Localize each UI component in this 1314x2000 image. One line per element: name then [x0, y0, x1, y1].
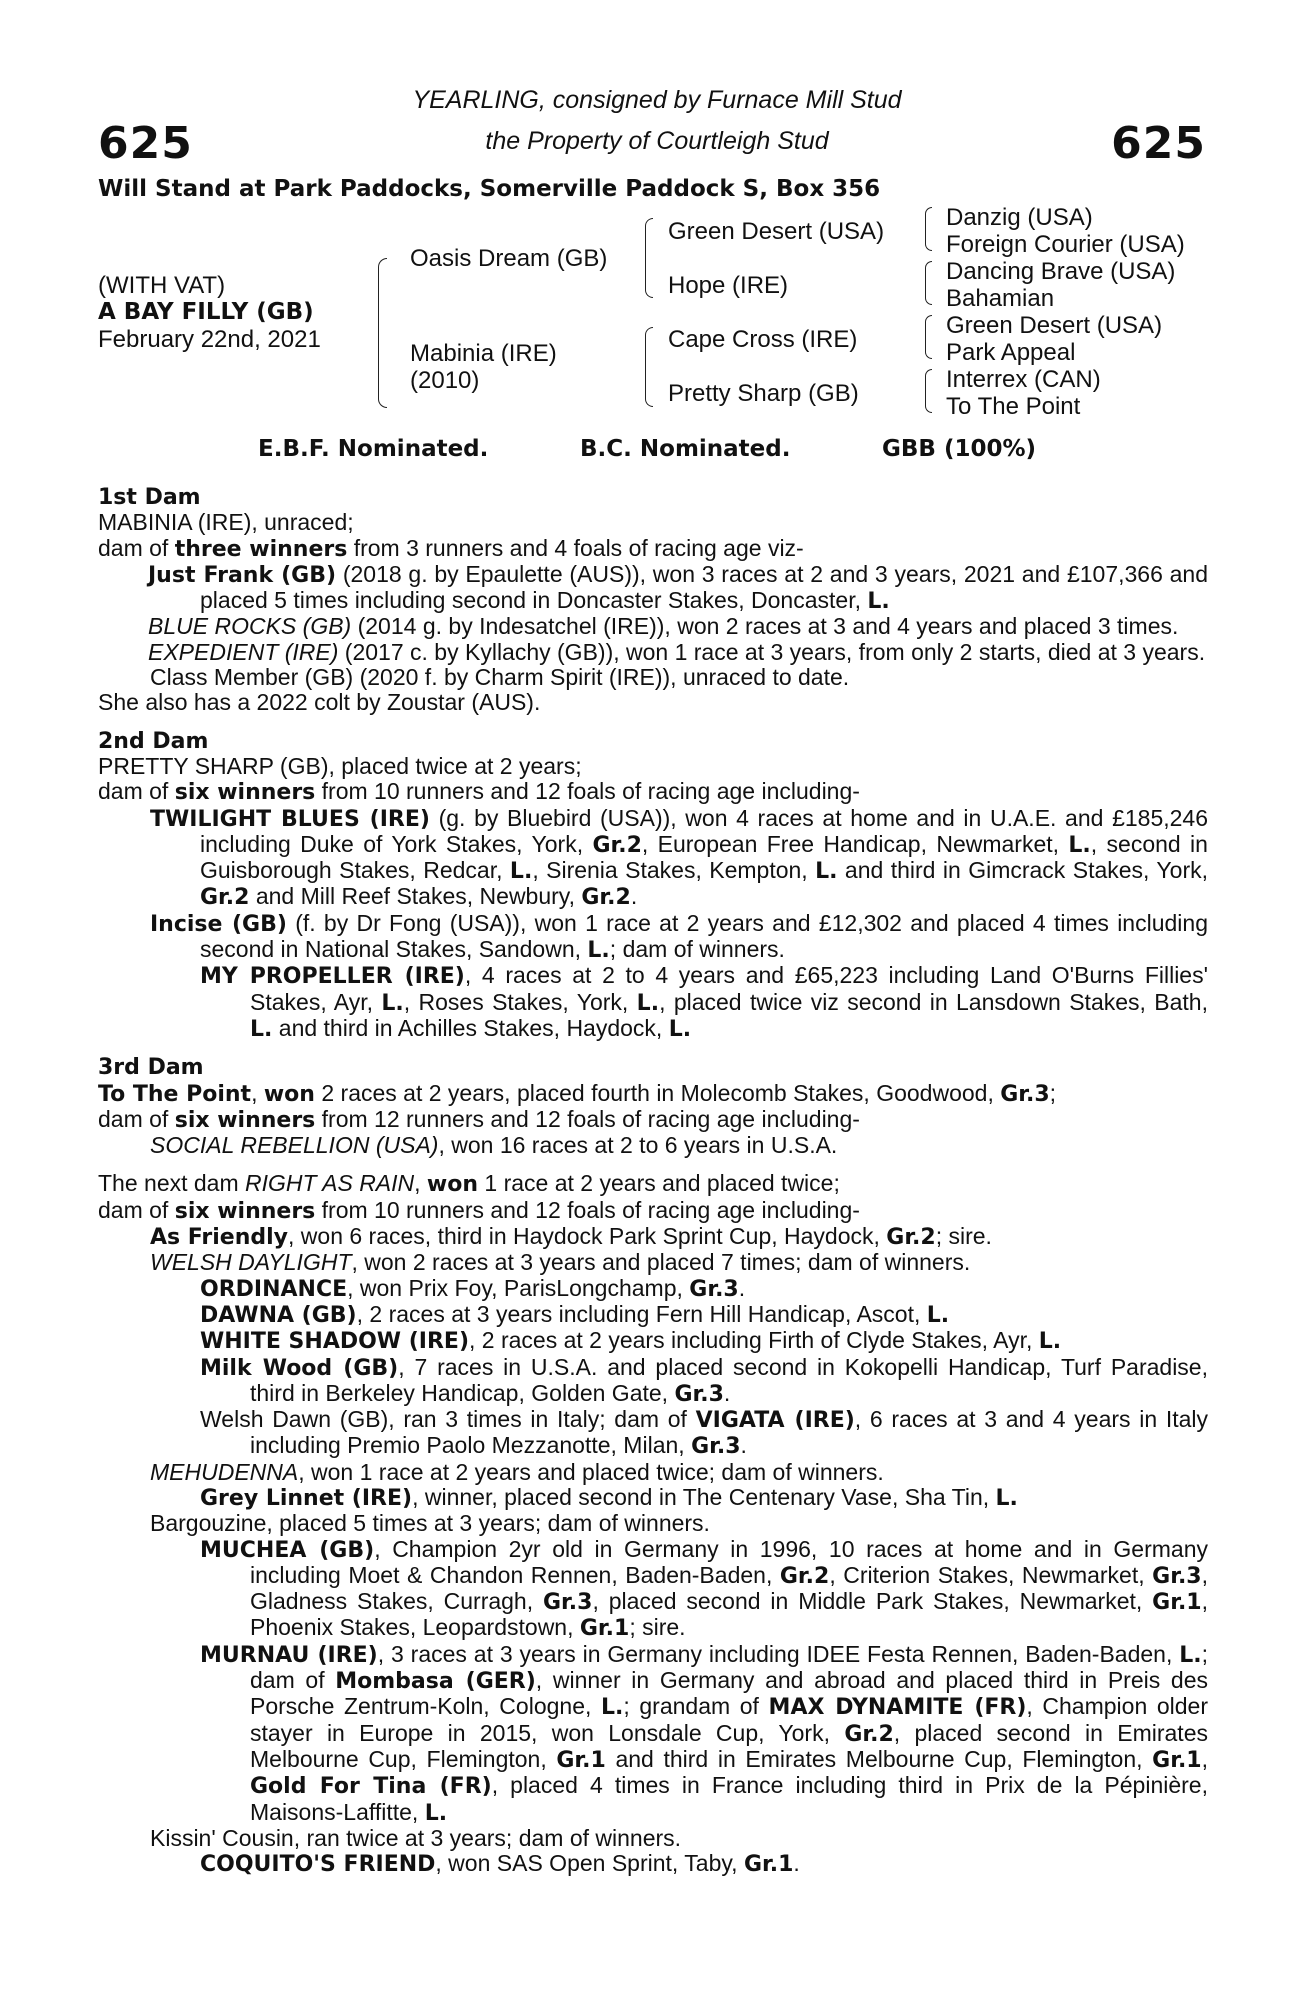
second-dam-heading: 2nd Dam: [98, 728, 209, 754]
stand-location: Will Stand at Park Paddocks, Somerville Paddock S, Box 356: [98, 176, 881, 202]
dam-year: (2010): [410, 367, 480, 394]
dam-dam: Pretty Sharp (GB): [668, 380, 859, 407]
produce-entry: Welsh Dawn (GB), ran 3 times in Italy; dam of VIGATA (IRE), 6 races at 3 and 4 years in Italy including Premio Paolo Mezzanotte, Milan, Gr.3.: [200, 1406, 1209, 1460]
dam: Mabinia (IRE): [410, 340, 557, 367]
produce-entry: COQUITO'S FRIEND, won SAS Open Sprint, Taby, Gr.1.: [200, 1850, 800, 1878]
produce-entry: ORDINANCE, won Prix Foy, ParisLongchamp, Gr.3.: [200, 1274, 746, 1302]
second-dam-entry: PRETTY SHARP (GB), placed twice at 2 years;: [98, 752, 582, 779]
produce-entry: Milk Wood (GB), 7 races in U.S.A. and placed second in Kokopelli Handicap, Turf Paradise, third in Berkeley Handicap, Golden Gate, Gr.3.: [200, 1353, 1208, 1407]
produce-entry: MEHUDENNA, won 1 race at 2 years and placed twice; dam of winners.: [150, 1458, 884, 1485]
bracket-sd: [925, 261, 932, 305]
ebf-nomination: E.B.F. Nominated.: [258, 436, 489, 462]
pedigree-bracket-sire: [645, 218, 653, 298]
vat-note: (WITH VAT): [98, 272, 226, 299]
produce-entry: MURNAU (IRE), 3 races at 3 years in Germany including IDEE Festa Rennen, Baden-Baden, L.; dam of Mombasa (GER), winner in Germany and abroad and placed third in Preis des Porsche Zentrum-Koln, Cologne, L.; grandam of MAX DYNAMITE (FR), Champion older stayer in Europe in 2015, won Lonsdale Cup, York, Gr.2, placed second in Emirates Melbourne Cup, Flemington, Gr.1 and third in Emirates Melbourne Cup, Flemington, Gr.1, Gold For Tina (FR), placed 4 times in France including third in Prix de la Pépinière, Maisons-Laffitte, L.: [200, 1640, 1208, 1826]
bracket-ds: [925, 315, 932, 359]
property-line: the Property of Courtleigh Stud: [485, 127, 829, 155]
sire: Oasis Dream (GB): [410, 245, 608, 272]
dam-sire: Cape Cross (IRE): [668, 326, 858, 353]
lot-number-right: 625: [1111, 118, 1206, 169]
sire-sire-dam: Foreign Courier (USA): [946, 231, 1185, 258]
lot-number-left: 625: [98, 118, 193, 169]
next-dam-summary: dam of six winners from 10 runners and 12 foals of racing age including-: [98, 1196, 860, 1224]
produce-entry: WHITE SHADOW (IRE), 2 races at 2 years including Firth of Clyde Stakes, Ayr, L.: [200, 1327, 1062, 1355]
first-dam-entry: MABINIA (IRE), unraced;: [98, 509, 354, 536]
second-dam-summary: dam of six winners from 10 runners and 12 foals of racing age including-: [98, 778, 860, 806]
produce-entry: Bargouzine, placed 5 times at 3 years; dam of winners.: [150, 1510, 710, 1537]
bc-nomination: B.C. Nominated.: [580, 436, 791, 462]
gbb-rating: GBB (100%): [882, 436, 1037, 462]
first-dam-summary: dam of three winners from 3 runners and 4 foals of racing age viz-: [98, 534, 804, 562]
consignor-line: YEARLING, consigned by Furnace Mill Stud: [412, 86, 902, 114]
third-dam-entry: To The Point, won 2 races at 2 years, placed fourth in Molecomb Stakes, Goodwood, Gr.3;: [98, 1079, 1057, 1107]
produce-entry: Just Frank (GB) (2018 g. by Epaulette (AUS)), won 3 races at 2 and 3 years, 2021 and £107,366 and placed 5 times including second in Doncaster Stakes, Doncaster, L.: [148, 560, 1209, 615]
produce-entry: EXPEDIENT (IRE) (2017 c. by Kyllachy (GB)), won 1 race at 3 years, from only 2 starts, died at 3 years.: [148, 638, 1206, 665]
dam-sire-sire: Green Desert (USA): [946, 312, 1163, 339]
produce-note: She also has a 2022 colt by Zoustar (AUS).: [98, 689, 541, 716]
foaling-date: February 22nd, 2021: [98, 326, 321, 353]
third-dam-heading: 3rd Dam: [98, 1055, 204, 1081]
horse-name: A BAY FILLY (GB): [98, 299, 314, 325]
produce-entry: Class Member (GB) (2020 f. by Charm Spirit (IRE)), unraced to date.: [150, 664, 850, 691]
produce-entry: Kissin' Cousin, ran twice at 3 years; dam of winners.: [150, 1824, 682, 1851]
produce-entry: DAWNA (GB), 2 races at 3 years including Fern Hill Handicap, Ascot, L.: [200, 1300, 950, 1328]
pedigree-bracket-dam: [645, 327, 653, 407]
produce-entry: Incise (GB) (f. by Dr Fong (USA)), won 1 race at 2 years and £12,302 and placed 4 times including second in National Stakes, Sandown, L.; dam of winners.: [150, 909, 1208, 964]
sire-dam-sire: Dancing Brave (USA): [946, 258, 1176, 285]
produce-entry: TWILIGHT BLUES (IRE) (g. by Bluebird (USA)), won 4 races at home and in U.A.E. and £185,246 including Duke of York Stakes, York, Gr.2, European Free Handicap, Newmarket, L., second in Guisborough Stakes, Redcar, L., Sirenia Stakes, Kempton, L. and third in Gimcrack Stakes, York, Gr.2 and Mill Reef Stakes, Newbury, Gr.2.: [150, 804, 1209, 911]
sire-dam-dam: Bahamian: [946, 285, 1055, 312]
sire-sire-sire: Danzig (USA): [946, 204, 1093, 231]
bracket-dd: [925, 369, 932, 413]
third-dam-summary: dam of six winners from 12 runners and 12 foals of racing age including-: [98, 1105, 860, 1133]
dam-dam-sire: Interrex (CAN): [946, 366, 1101, 393]
produce-entry: SOCIAL REBELLION (USA), won 16 races at 2 to 6 years in U.S.A.: [150, 1132, 838, 1159]
produce-entry: As Friendly, won 6 races, third in Haydock Park Sprint Cup, Haydock, Gr.2; sire.: [150, 1223, 992, 1251]
next-dam-entry: The next dam RIGHT AS RAIN, won 1 race at 2 years and placed twice;: [98, 1170, 840, 1198]
first-dam-heading: 1st Dam: [98, 485, 201, 510]
produce-record: [98, 485, 1208, 1877]
produce-entry: MY PROPELLER (IRE), 4 races at 2 to 4 years and £65,223 including Land O'Burns Fillies' Stakes, Ayr, L., Roses Stakes, York, L., placed twice viz second in Lansdown Stakes, Bath, L. and third in Achilles Stakes, Haydock, L.: [200, 962, 1208, 1042]
dam-sire-dam: Park Appeal: [946, 339, 1076, 366]
pedigree-bracket-main: [378, 258, 387, 408]
produce-entry: MUCHEA (GB), Champion 2yr old in Germany in 1996, 10 races at home and in Germany including Moet & Chandon Rennen, Baden-Baden, Gr.2, Criterion Stakes, Newmarket, Gr.3, Gladness Stakes, Curragh, Gr.3, placed second in Middle Park Stakes, Newmarket, Gr.1, Phoenix Stakes, Leopardstown, Gr.1; sire.: [200, 1535, 1208, 1642]
sire-sire: Green Desert (USA): [668, 218, 885, 245]
sire-dam: Hope (IRE): [668, 272, 789, 299]
dam-dam-dam: To The Point: [946, 393, 1081, 420]
produce-entry: WELSH DAYLIGHT, won 2 races at 3 years and placed 7 times; dam of winners.: [150, 1249, 971, 1276]
produce-entry: Grey Linnet (IRE), winner, placed second in The Centenary Vase, Sha Tin, L.: [200, 1483, 1018, 1511]
produce-entry: BLUE ROCKS (GB) (2014 g. by Indesatchel (IRE)), won 2 races at 3 and 4 years and placed 3 times.: [148, 613, 1179, 640]
bracket-ss: [925, 207, 932, 251]
